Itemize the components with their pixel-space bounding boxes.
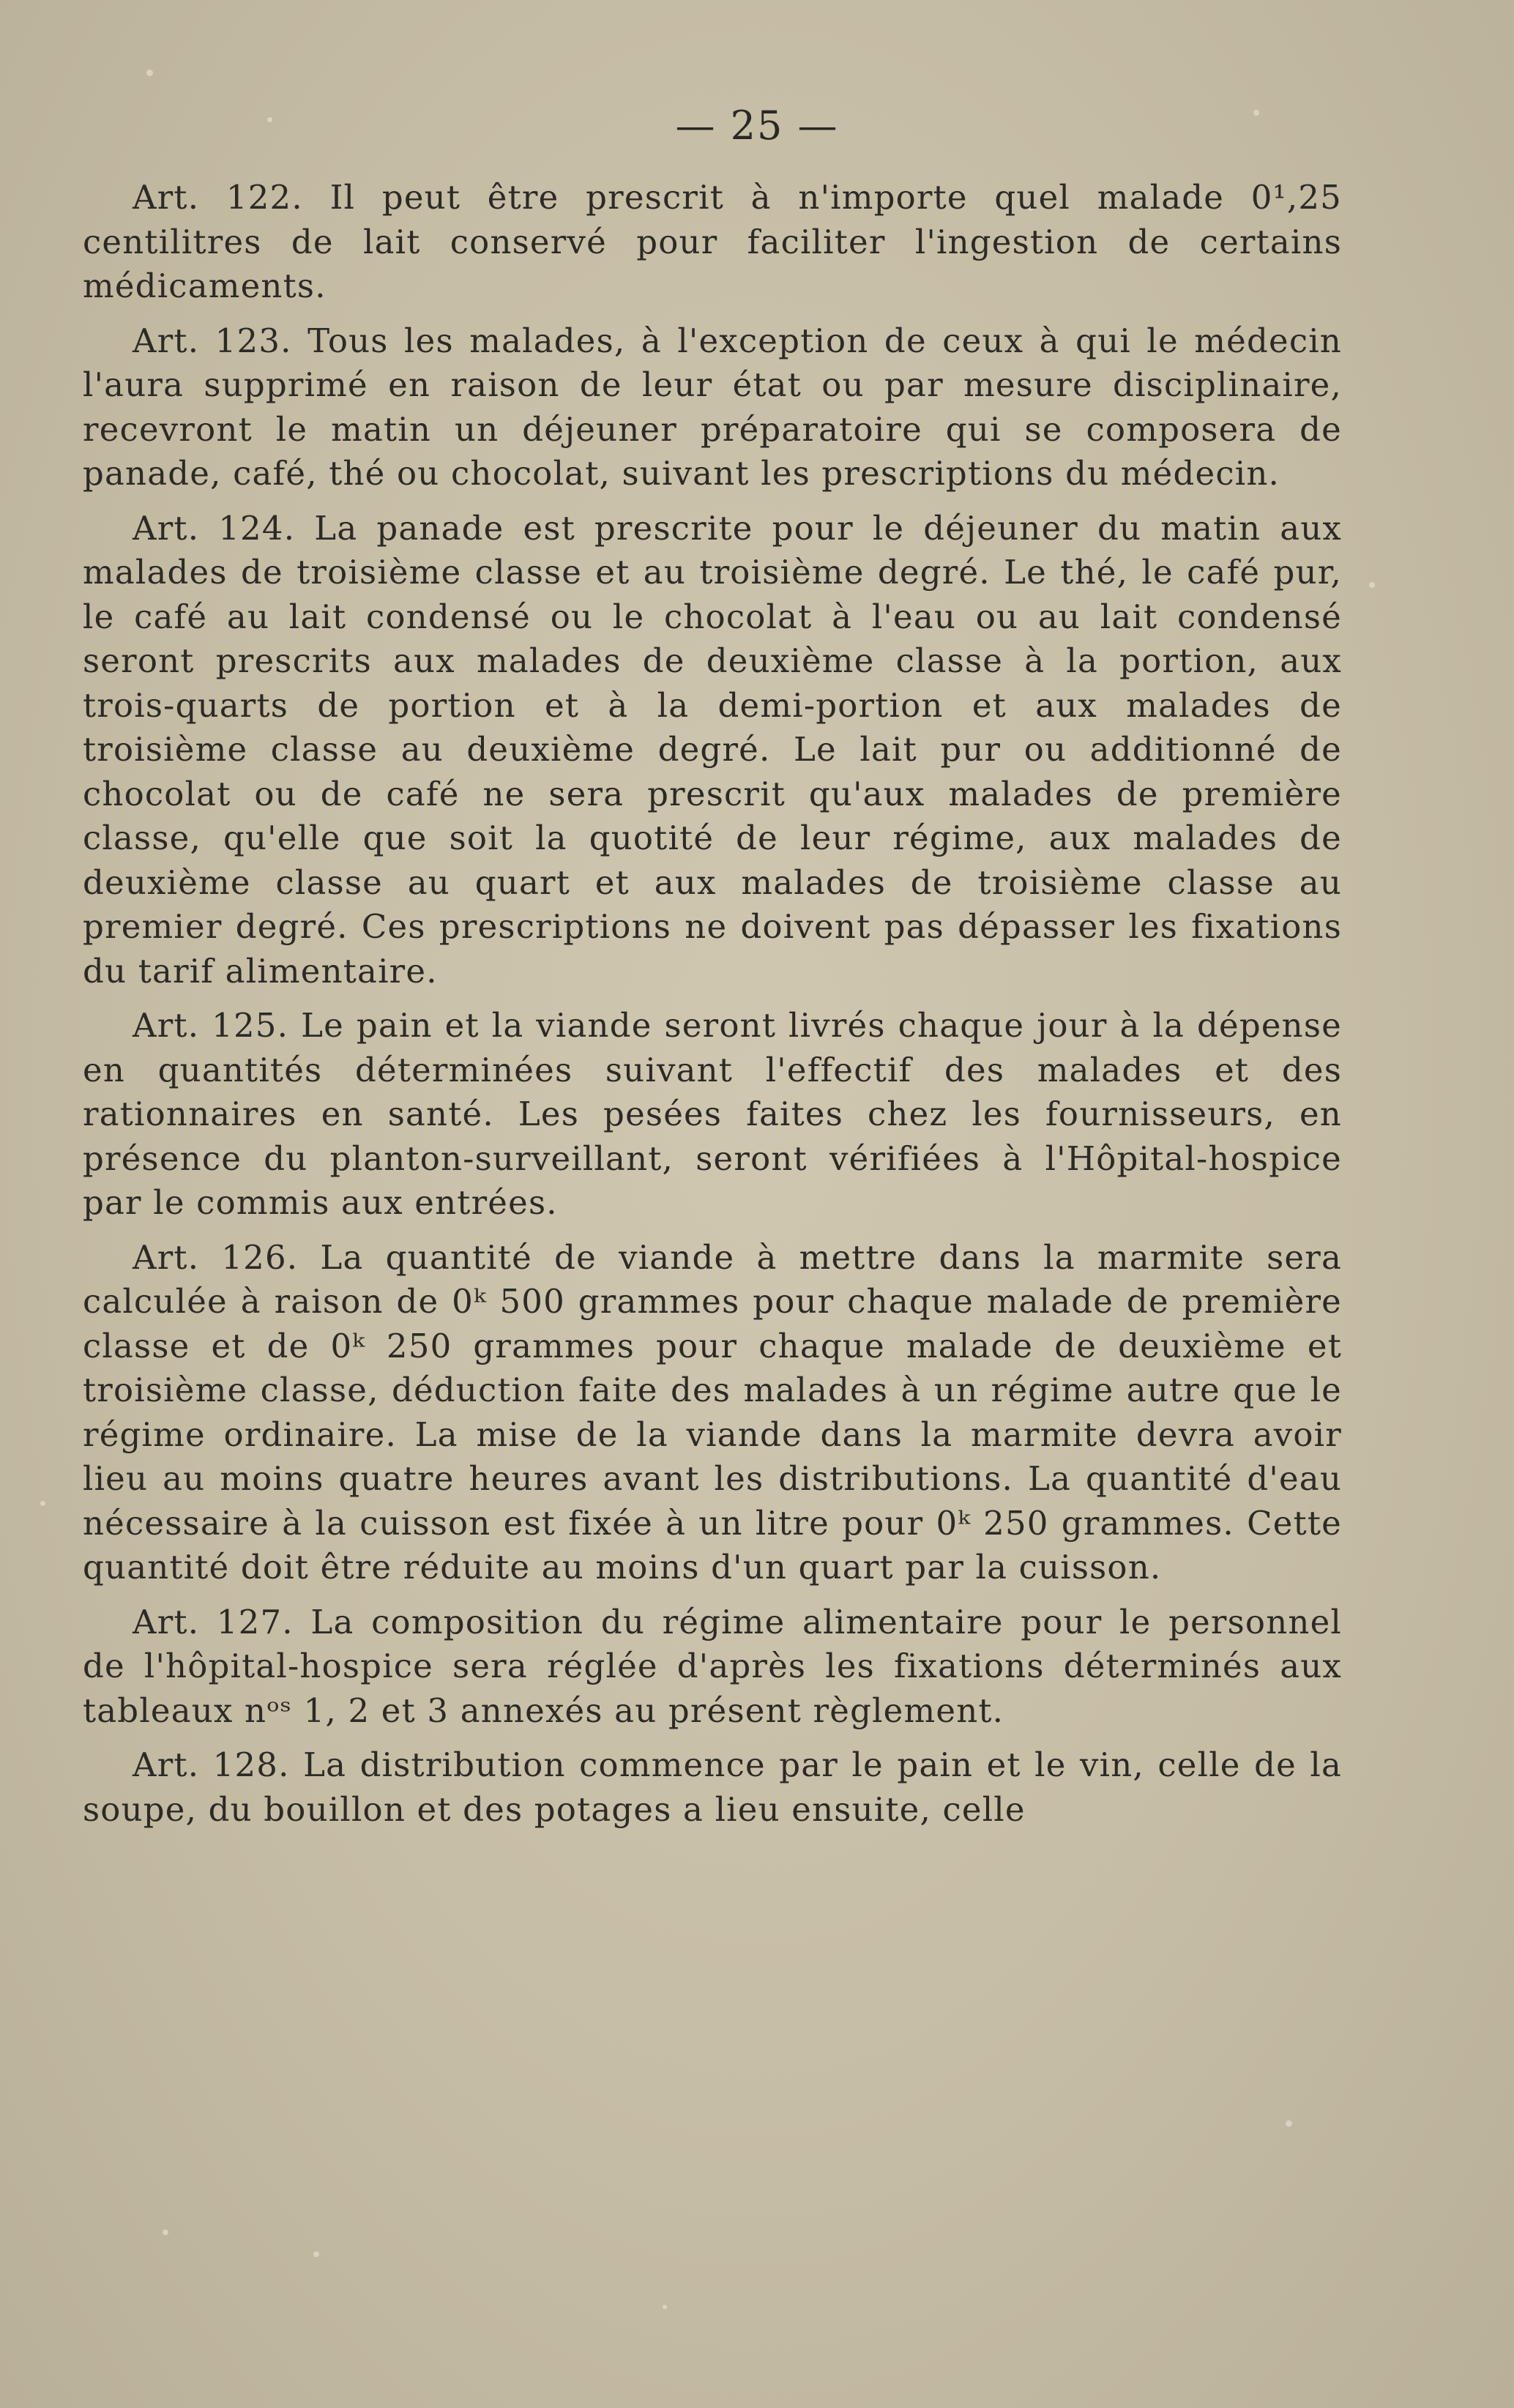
paper-speck [1286,2120,1292,2127]
article-125: Art. 125. Le pain et la viande seront livrés chaque jour à la dépense en quantités déterminées suivant l'effectif des malades et des rationnaires en santé. Les pesées faites chez les fournisseurs, en présence du planton-surveillant, seront vérifiées à l'Hôpital-hospice par le commis aux entrées. [83,1006,1342,1222]
article-126: Art. 126. La quantité de viande à mettre dans la marmite sera calculée à raison de 0ᵏ 500 grammes pour chaque malade de première classe et de 0ᵏ 250 grammes pour chaque malade de deuxième et troisième classe, déduction faite des malades à un régime autre que le régime ordinaire. La mise de la viande dans la marmite devra avoir lieu au moins quatre heures avant les distributions. La quantité d'eau nécessaire à la cuisson est fixée à un litre pour 0ᵏ 250 grammes. Cette quantité doit être réduite au moins d'un quart par la cuisson. [83,1237,1342,1587]
paper-speck [313,2251,319,2257]
paper-speck [146,70,153,76]
paper-speck [40,1501,45,1506]
body-text [83,176,1342,1842]
article-128: Art. 128. La distribution commence par le pain et le vin, celle de la soupe, du bouillon et des potages a lieu ensuite, celle [83,1745,1342,1829]
article-127: Art. 127. La composition du régime alimentaire pour le personnel de l'hôpital-hospice sera réglée d'après les fixations déterminés aux tableaux nᵒˢ 1, 2 et 3 annexés au présent règlement. [83,1602,1342,1730]
article-122: Art. 122. Il peut être prescrit à n'importe quel malade 0¹,25 centilitres de lait conservé pour faciliter l'ingestion de certains médicaments. [83,178,1342,305]
paper-speck [1369,582,1375,588]
paper-speck [163,2229,168,2235]
article-123: Art. 123. Tous les malades, à l'exception de ceux à qui le médecin l'aura supprimé en raison de leur état ou par mesure disciplinaire, recevront le matin un déjeuner préparatoire qui se composera de panade, café, thé ou chocolat, suivant les prescriptions du médecin. [83,321,1342,493]
page-number: — 25 — [675,102,839,149]
article-124: Art. 124. La panade est prescrite pour le déjeuner du matin aux malades de troisième classe et au troisième degré. Le thé, le café pur, le café au lait condensé ou le chocolat à l'eau ou au lait condensé seront prescrits aux malades de deuxième classe à la portion, aux trois-quarts de portion et à la demi-portion et aux malades de troisième classe au deuxième degré. Le lait pur ou additionné de chocolat ou de café ne sera prescrit qu'aux malades de première classe, qu'elle que soit la quotité de leur régime, aux malades de deuxième classe au quart et aux malades de troisième classe au premier degré. Ces prescriptions ne doivent pas dépasser les fixations du tarif alimentaire. [83,508,1342,991]
paper-speck [663,2305,667,2309]
